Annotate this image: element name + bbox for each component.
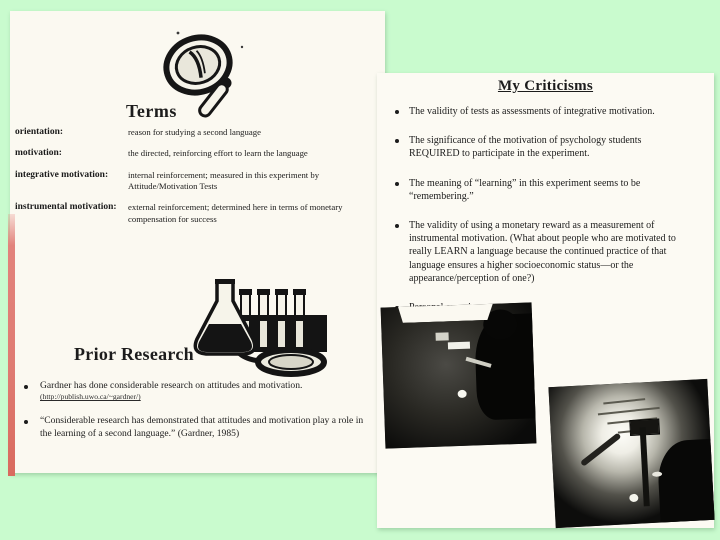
light-spot	[457, 389, 466, 397]
term-row	[15, 170, 375, 193]
red-scan-edge-strip	[8, 214, 15, 476]
bullet-text: The significance of the motivation of psychology students REQUIRED to participate in the experiment.	[409, 135, 642, 160]
bullet-main-text: Gardner has done considerable research on attitudes and motivation.	[40, 380, 303, 391]
criticisms-slide-page	[377, 73, 714, 528]
prior-research-heading: Prior Research	[74, 344, 194, 364]
bullet-text	[40, 380, 310, 402]
terms-heading: Terms	[126, 101, 177, 121]
bullet-dot-icon	[395, 182, 399, 186]
criticism-bullet	[393, 105, 693, 118]
term-row	[15, 127, 375, 138]
bullet-text: The meaning of “learning” in this experiment seems to be “remembering.”	[409, 177, 641, 202]
term-definition: internal reinforcement; measured in this experiment by Attitude/Motivation Tests	[128, 169, 320, 191]
bullet-dot-icon	[24, 420, 28, 424]
terms-slide-page	[10, 11, 385, 473]
term-row	[15, 202, 375, 225]
overhead-projector-light-photo	[548, 379, 714, 528]
gardner-url-text: (http://publish.uwo.ca/~gardner/)	[40, 392, 141, 402]
criticism-bullet	[393, 134, 693, 160]
chemistry-set-illustration	[173, 277, 333, 377]
dark-room-projector-photo	[381, 302, 537, 448]
criticism-bullet	[393, 177, 693, 203]
term-definition: the directed, reinforcing effort to learn the language	[128, 148, 308, 159]
term-definition: reason for studying a second language	[128, 127, 261, 137]
term-word: motivation:	[15, 148, 62, 159]
bullet-dot-icon	[24, 385, 28, 389]
bullet-text: The validity of tests as assessments of integrative motivation.	[409, 106, 655, 117]
term-word: orientation:	[15, 127, 64, 137]
bullet-dot-icon	[395, 110, 399, 114]
term-row	[15, 148, 375, 159]
bullet-text: The validity of using a monetary reward as a measurement of instrumental motivation. (What about people who are motivated to really LEARN a language because the continued practice of that language ensures a higher socioeconomic status—or the appearance/perception of one?)	[409, 219, 676, 284]
bullet-dot-icon	[395, 224, 399, 228]
projector-highlight	[448, 341, 470, 349]
term-word: integrative motivation:	[15, 169, 109, 180]
term-definition: external reinforcement; determined here in terms of monetary compensation for success	[128, 202, 343, 224]
bullet-main-text: “Considerable research has demonstrated that attitudes and motivation play a role in the learning of a second language.” (Gardner, 1985)	[40, 415, 364, 439]
projector-highlight	[436, 332, 449, 340]
bullet-dot-icon	[395, 139, 399, 143]
criticisms-bullet-list	[393, 105, 693, 330]
criticism-bullet	[393, 219, 693, 285]
my-criticisms-heading: My Criticisms	[497, 78, 594, 94]
term-word: instrumental motivation:	[15, 202, 117, 213]
terms-definition-list	[15, 127, 375, 235]
bullet-text	[40, 415, 372, 440]
prior-research-bullet-list	[22, 380, 372, 453]
prior-research-bullet	[22, 415, 372, 440]
prior-research-bullet	[22, 380, 372, 402]
